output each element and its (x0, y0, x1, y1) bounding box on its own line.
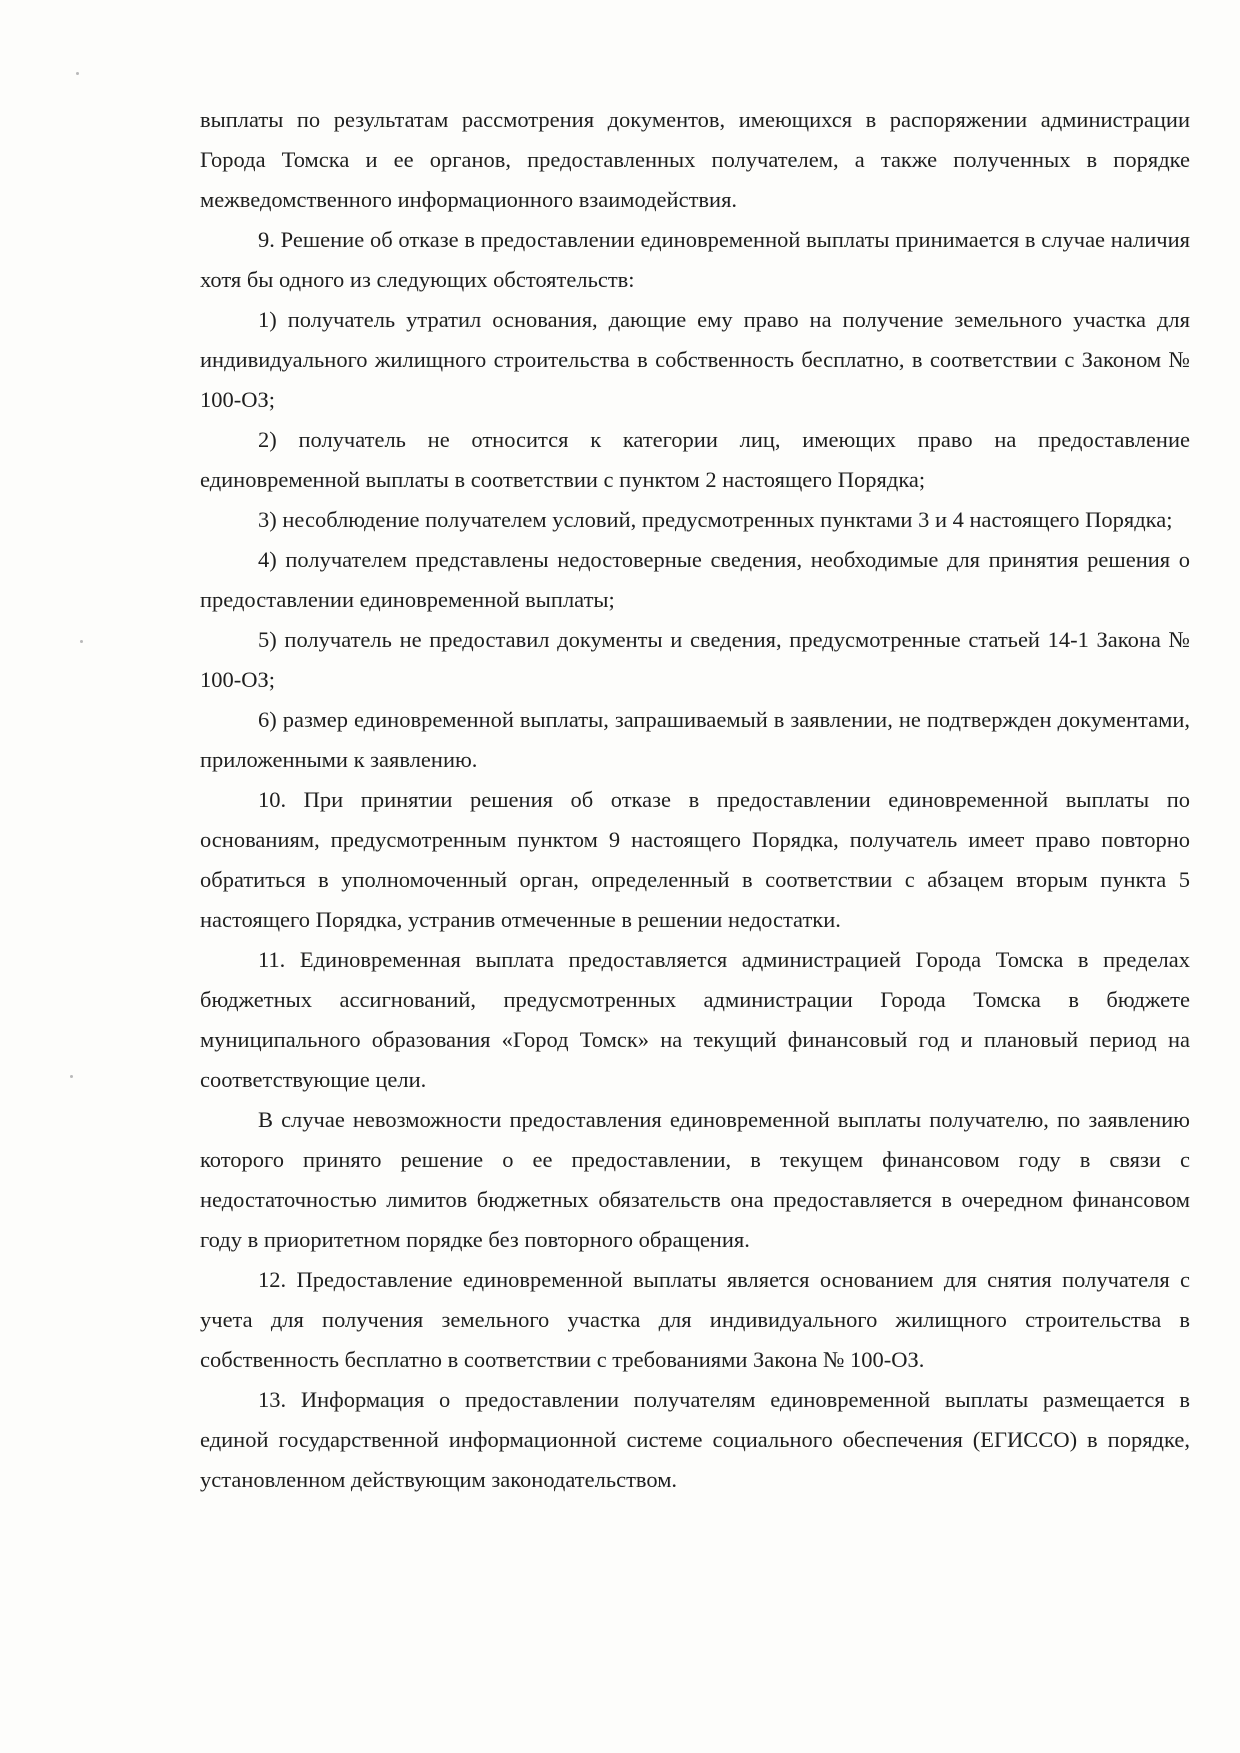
list-item-5: 5) получатель не предоставил документы и сведения, предусмотренные статьей 14-1 Закона № 100-ОЗ; (200, 627, 1190, 692)
list-item-1: 1) получатель утратил основания, дающие ему право на получение земельного участка для индивидуального жилищного строительства в собственность бесплатно, в соответствии с Законом № 100-ОЗ; (200, 307, 1190, 412)
scan-speck (70, 1075, 73, 1078)
list-item-6: 6) размер единовременной выплаты, запрашиваемый в заявлении, не подтвержден документами, приложенными к заявлению. (200, 707, 1190, 772)
paragraph-12: 12. Предоставление единовременной выплаты является основанием для снятия получателя с учета для получения земельного участка для индивидуального жилищного строительства в собственность бесплатно в соответствии с требованиями Закона № 100-ОЗ. (200, 1267, 1190, 1372)
scan-speck (76, 72, 79, 75)
paragraph-continuation: выплаты по результатам рассмотрения документов, имеющихся в распоряжении администрации Города Томска и ее органов, предоставленных получателем, а также полученных в порядке межведомственного информационного взаимодействия. (200, 107, 1190, 212)
document-body (200, 100, 1190, 1500)
scan-speck (80, 640, 83, 643)
paragraph-13: 13. Информация о предоставлении получателям единовременной выплаты размещается в единой государственной информационной системе социального обеспечения (ЕГИССО) в порядке, установленном действующим законодательством. (200, 1387, 1190, 1492)
paragraph-9: 9. Решение об отказе в предоставлении единовременной выплаты принимается в случае наличия хотя бы одного из следующих обстоятельств: (200, 227, 1190, 292)
paragraph-10: 10. При принятии решения об отказе в предоставлении единовременной выплаты по основаниям, предусмотренным пунктом 9 настоящего Порядка, получатель имеет право повторно обратиться в уполномоченный орган, определенный в соответствии с абзацем вторым пункта 5 настоящего Порядка, устранив отмеченные в решении недостатки. (200, 787, 1190, 932)
paragraph-11: 11. Единовременная выплата предоставляется администрацией Города Томска в пределах бюджетных ассигнований, предусмотренных администрации Города Томска в бюджете муниципального образования «Город Томск» на текущий финансовый год и плановый период на соответствующие цели. (200, 947, 1190, 1092)
list-item-4: 4) получателем представлены недостоверные сведения, необходимые для принятия решения о предоставлении единовременной выплаты; (200, 547, 1190, 612)
list-item-3: 3) несоблюдение получателем условий, предусмотренных пунктами 3 и 4 настоящего Порядка; (258, 507, 1173, 532)
paragraph-11-continued: В случае невозможности предоставления единовременной выплаты получателю, по заявлению которого принято решение о ее предоставлении, в текущем финансовом году в связи с недостаточностью лимитов бюджетных обязательств она предоставляется в очередном финансовом году в приоритетном порядке без повторного обращения. (200, 1107, 1190, 1252)
list-item-2: 2) получатель не относится к категории лиц, имеющих право на предоставление единовременной выплаты в соответствии с пунктом 2 настоящего Порядка; (200, 427, 1190, 492)
